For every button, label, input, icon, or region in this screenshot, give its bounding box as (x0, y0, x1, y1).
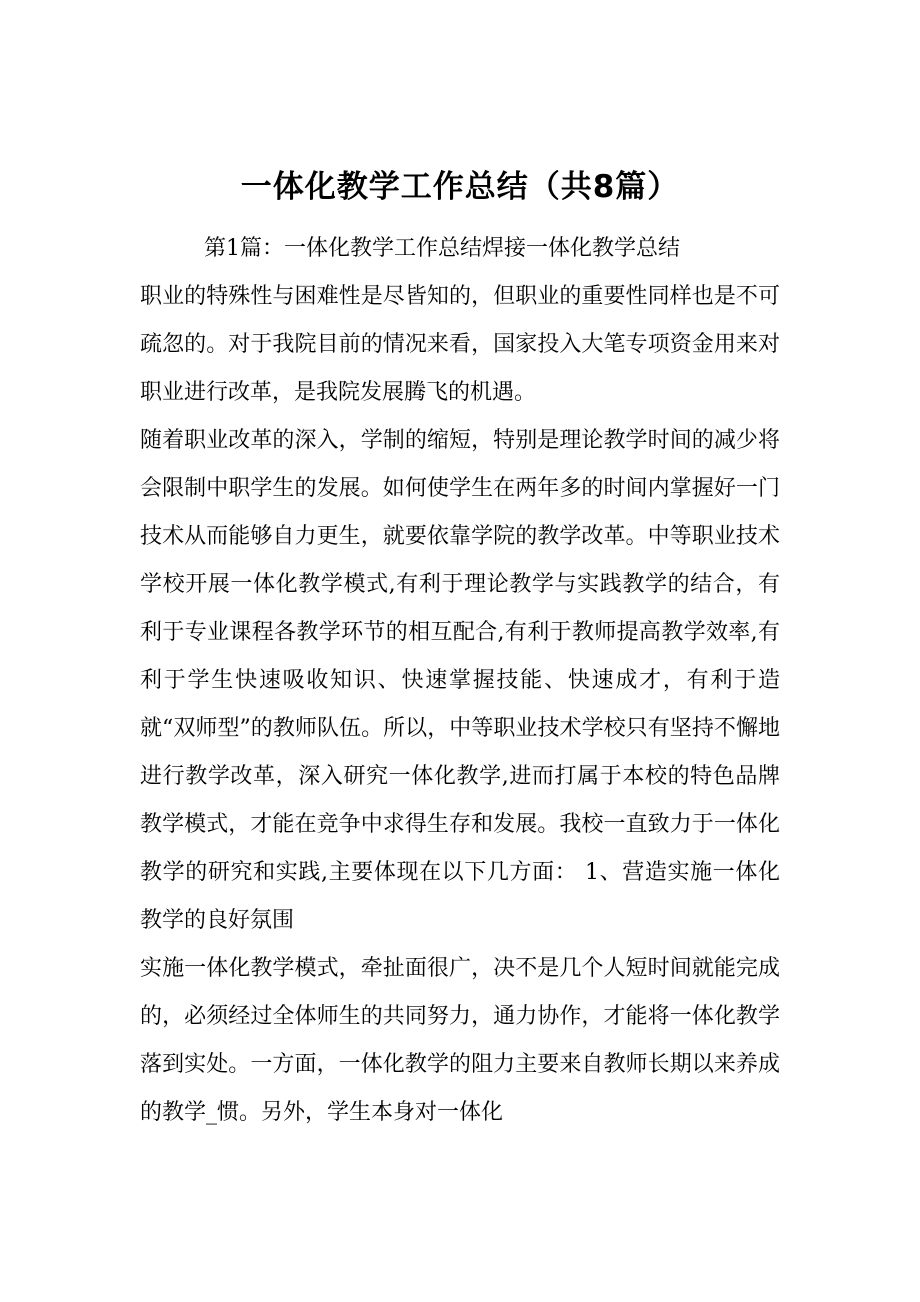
body-paragraph-1: 职业的特殊性与困难性是尽皆知的，但职业的重要性同样也是不可疏忽的。对于我院目前的情况来看，国家投入大笔专项资金用来对职业进行改革，是我院发展腾飞的机遇。 (140, 284, 780, 405)
document-title: 一体化教学工作总结（共8篇） (240, 168, 680, 205)
section-heading: 第1篇：一体化教学工作总结焊接一体化教学总结 (204, 236, 680, 261)
body-paragraph-2: 随着职业改革的深入，学制的缩短，特别是理论教学时间的减少将会限制中职学生的发展。如何使学生在两年多的时间内掌握好一门技术从而能够自力更生，就要依靠学院的教学改革。中等职业技术学校开展一体化教学模式,有利于理论教学与实践教学的结合，有利于专业课程各教学环节的相互配合,有利于教师提高教学效率,有利于学生快速吸收知识、快速掌握技能、快速成才，有利于造就“双师型”的教师队伍。所以，中等职业技术学校只有坚持不懈地进行教学改革，深入研究一体化教学,进而打属于本校的特色品牌教学模式，才能在竞争中求得生存和发展。我校一直致力于一体化教学的研究和实践,主要体现在以下几方面： 1、营造实施一体化教学的良好氛围 (140, 428, 780, 933)
body-paragraph-3: 实施一体化教学模式，牵扯面很广，决不是几个人短时间就能完成的，必须经过全体师生的共同努力，通力协作，才能将一体化教学落到实处。一方面，一体化教学的阻力主要来自教师长期以来养成的教学_惯。另外，学生本身对一体化 (140, 956, 780, 1125)
document-body (140, 225, 780, 1137)
